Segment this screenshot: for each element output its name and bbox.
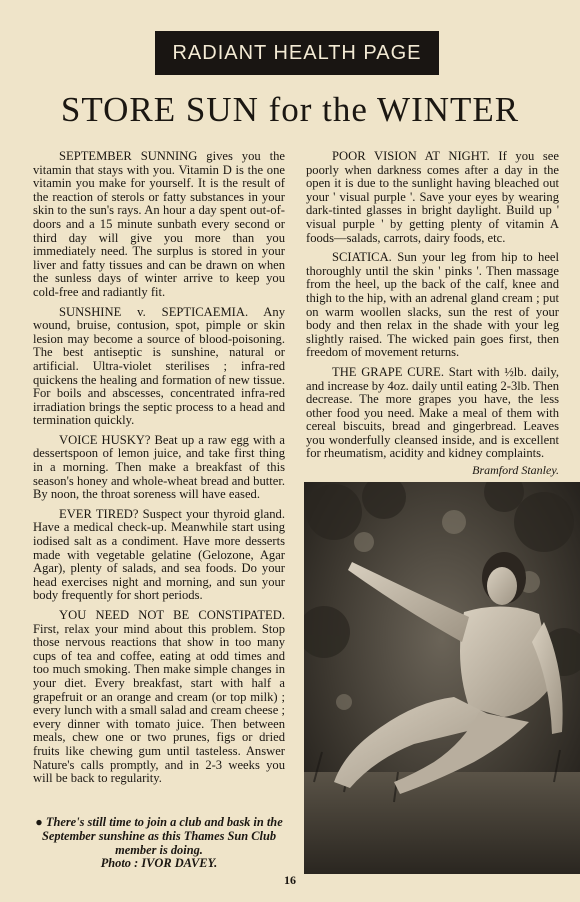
photo-caption <box>33 815 285 857</box>
paragraph-voice-husky: VOICE HUSKY? Beat up a raw egg with a dessertspoon of lemon juice, and take first thing in a morning. Then make a breakfast of this season's honey and whole-wheat bread and butter. By noon, the throat soreness will have eased. <box>33 432 285 502</box>
paragraph-poor-vision: POOR VISION AT NIGHT. If you see poorly when darkness comes after a day in the open it is due to the sunlight having bleached out your ' visual purple '. Save your eyes by wearing dark-tinted glasses in bright daylight. Build up ' visual purple ' by getting plenty of vitamin A foods—salads, carrots, dairy foods, etc. <box>306 149 559 245</box>
caption-text: There's still time to join a club and bask in the September sunshine as this Thames Sun Club member is doing. <box>41 815 283 857</box>
article-headline: STORE SUN for the WINTER <box>60 90 520 129</box>
photograph <box>304 482 580 874</box>
photo-credit: Photo : IVOR DAVEY. <box>100 856 218 870</box>
page-number: 16 <box>284 873 296 887</box>
paragraph-september-sunning: SEPTEMBER SUNNING gives you the vitamin that stays with you. Vitamin D is the one vitamin you make for yourself. It is the result of the reaction of sterols or fatty substances in your skin to the sun's rays. An hour a day spent out-of-doors and a 15 minute sunbath every second or third day will give you more than you immediately need. The surplus is stored in your liver and fatty tissues and can be drawn on when the sunless days of winter arrive to keep you cold-free and radiantly fit. <box>33 149 285 299</box>
author-signature: Bramford Stanley. <box>472 463 559 478</box>
paragraph-ever-tired: EVER TIRED? Suspect your thyroid gland. Have a medical check-up. Meanwhile start using iodised salt as a condiment. Have more desserts made with vegetable gelatine (Gelozone, Agar Agar), plenty of salads, and sea foods. Do your head exercises night and morning, and sun your body frequently for short periods. <box>33 506 285 603</box>
paragraph-constipated: YOU NEED NOT BE CONSTIPATED. First, relax your mind about this problem. Stop those nervous reactions that show in too many cups of tea and coffee, eating at odd times and too much smoking. Then make simple changes in your diet. Every breakfast, start with half a grapefruit or an orange and cream (or top milk) ; every lunch with a small salad and cream cheese ; every dinner with tomato juice. Then between meals, chew one or two prunes, figs or dried fruits like chewing gum until tasteless. Answer Nature's calls promptly, and in 2-3 weeks you will be back to regularity. <box>33 608 285 786</box>
left-column <box>33 150 285 792</box>
right-column <box>306 150 559 478</box>
photo-illustration <box>304 482 580 874</box>
paragraph-septicaemia: SUNSHINE v. SEPTICAEMIA. Any wound, bruise, contusion, spot, pimple or skin lesion may become a source of blood-poisoning. The best antiseptic is sunshine, natural or artificial. Ultra-violet sterilises ; infra-red quickens the healing and formation of new tissue. For boils and abscesses, concentrated infra-red irradiation brings the septic process to a head and termination quickly. <box>33 304 285 428</box>
paragraph-sciatica: SCIATICA. Sun your leg from hip to heel thoroughly until the skin ' pinks '. Then massage from the heel, up the back of the calf, knee and thigh to the hip, with an adrenal gland cream ; put on warm woollen slacks, sun the rest of your body and then relax in the shade with your leg slightly raised. The wicked pain goes first, then freedom of movement returns. <box>306 250 559 360</box>
paragraph-grape-cure: THE GRAPE CURE. Start with ½lb. daily, and increase by 4oz. daily until eating 2-3lb. Then decrease. The more grapes you have, the less other food you need. Make a meal of them with cereal biscuits, bread and gingerbread. Leaves you wonderfully cleansed inside, and is excellent for rheumatism, acidity and kidney complaints. <box>306 364 559 461</box>
section-banner: RADIANT HEALTH PAGE <box>155 31 439 75</box>
bullet-icon: ● <box>35 815 43 829</box>
